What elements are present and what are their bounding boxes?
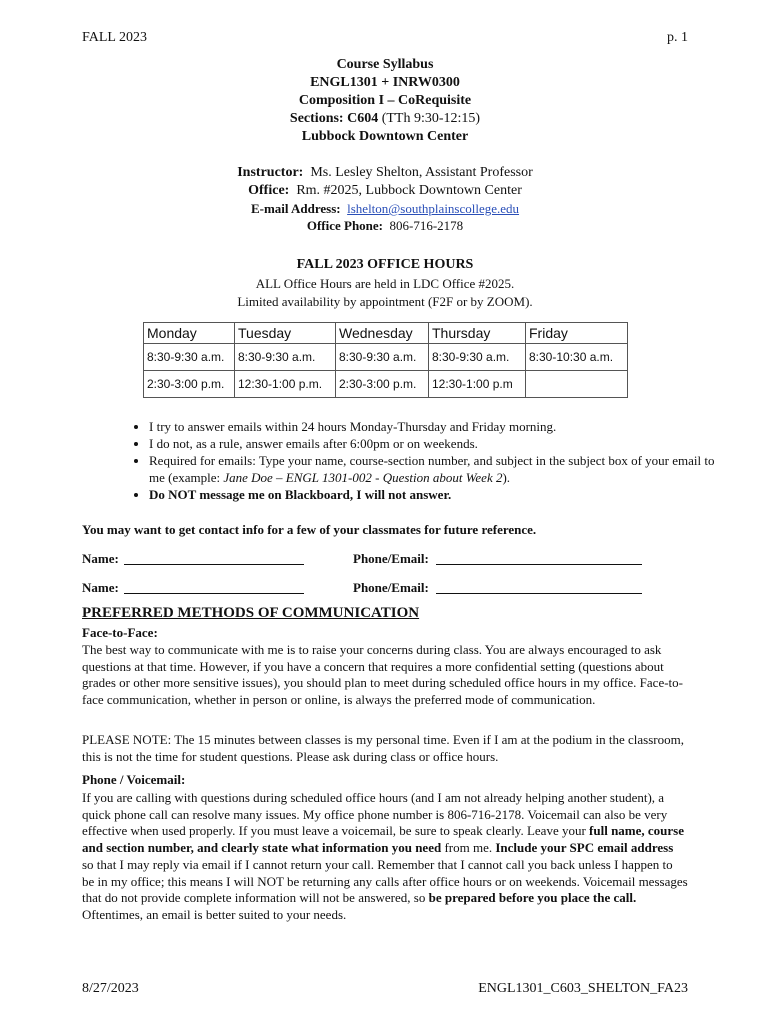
course-name: Composition I – CoRequisite: [298, 93, 472, 108]
please-note-paragraph: PLEASE NOTE: The 15 minutes between classes is my personal time. Even if I am at the podium in the classroom, this is not the time for student questions. Please ask during class or office hours.: [82, 732, 684, 764]
phone-text: Oftentimes, an email is better suited to your needs.: [82, 906, 347, 922]
hours-cell: 8:30-9:30 a.m.: [336, 344, 429, 371]
day-header: Wednesday: [336, 323, 429, 344]
name-label: Name:: [82, 551, 119, 566]
hours-cell: 12:30-1:00 p.m: [429, 371, 526, 398]
phone-email-label: Phone/Email:: [353, 551, 429, 566]
phone-emphasis: Include your SPC email address: [495, 840, 674, 856]
office-label: Office:: [248, 183, 290, 198]
day-header: Tuesday: [235, 323, 336, 344]
email-example: Jane Doe – ENGL 1301-002 - Question about Week 2: [223, 470, 503, 485]
list-item: • I do not, as a rule, answer emails after 6:00pm or on weekends.: [149, 435, 719, 452]
phone-text: from me.: [441, 840, 496, 856]
office-line: [0, 183, 770, 199]
contacts-intro: You may want to get contact info for a few of your classmates for future reference.: [82, 522, 537, 537]
email-link[interactable]: lshelton@southplainscollege.edu: [347, 201, 520, 216]
phone-email-blank[interactable]: [436, 581, 642, 594]
email-policy-list: [122, 418, 719, 503]
instructor-label: Instructor:: [237, 165, 304, 180]
email-label: E-mail Address:: [250, 201, 341, 216]
office-hours-line2: Limited availability by appointment (F2F or by ZOOM).: [237, 294, 533, 309]
course-syllabus-title: Course Syllabus: [336, 57, 434, 72]
office-hours-row: [144, 371, 628, 398]
phone-label: Office Phone:: [306, 218, 383, 233]
hours-cell: 12:30-1:00 p.m.: [235, 371, 336, 398]
hours-cell: 8:30-9:30 a.m.: [429, 344, 526, 371]
location: Lubbock Downtown Center: [301, 129, 469, 144]
header-term: FALL 2023: [82, 30, 147, 45]
instructor-line: [0, 165, 770, 181]
day-header: Friday: [526, 323, 628, 344]
day-header: Monday: [144, 323, 235, 344]
email-line: [0, 201, 770, 217]
page-number: p. 1: [667, 30, 688, 45]
phone-email-label: Phone/Email:: [353, 580, 429, 595]
sections-label: Sections: C604: [289, 111, 379, 126]
footer-date: 8/27/2023: [82, 981, 139, 996]
list-item: [149, 452, 719, 486]
course-code: ENGL1301 + INRW0300: [310, 75, 460, 90]
office-hours-line1: ALL Office Hours are held in LDC Office #2025.: [255, 276, 515, 291]
hours-cell: 8:30-9:30 a.m.: [235, 344, 336, 371]
phone-email-blank[interactable]: [436, 552, 642, 565]
instructor-value: Ms. Lesley Shelton, Assistant Professor: [310, 165, 533, 180]
phone-emphasis: be prepared before you place the call.: [428, 890, 637, 906]
office-hours-header-row: [144, 323, 628, 344]
phone-paragraph: [82, 790, 688, 924]
hours-cell: [526, 371, 628, 398]
office-hours-title: FALL 2023 OFFICE HOURS: [296, 257, 474, 272]
hours-cell: 8:30-9:30 a.m.: [144, 344, 235, 371]
communication-title: PREFERRED METHODS OF COMMUNICATION: [82, 605, 420, 621]
phone-emphasis: full name, course and section number, and clearly state what information you need: [82, 823, 685, 856]
email-rule-text: Required for emails: Type your name, course-section number, and subject in the subject box of your email to me (example:: [149, 453, 715, 485]
phone-heading: Phone / Voicemail:: [82, 772, 186, 787]
office-hours-table: [143, 322, 628, 398]
name-blank[interactable]: [124, 581, 304, 594]
hours-cell: 8:30-10:30 a.m.: [526, 344, 628, 371]
f2f-heading: Face-to-Face:: [82, 625, 158, 640]
phone-text: so that I may reply via email if I cannot return your call. Remember that I cannot call you back unless I happen to be in my office; this means I will NOT be returning any calls after office hours or on weekends. Voicemail messages that do not provide complete information will not be answered, so: [82, 856, 688, 906]
sections-line: [0, 111, 770, 127]
email-rule-end: ).: [502, 470, 511, 485]
hours-cell: 2:30-3:00 p.m.: [336, 371, 429, 398]
phone-value: 806-716-2178: [389, 218, 464, 233]
day-header: Thursday: [429, 323, 526, 344]
phone-line: [0, 218, 770, 234]
name-blank[interactable]: [124, 552, 304, 565]
office-value: Rm. #2025, Lubbock Downtown Center: [296, 183, 522, 198]
name-label: Name:: [82, 580, 119, 595]
f2f-paragraph: The best way to communicate with me is to raise your concerns during class. You are always encouraged to ask questions at that time. However, if you have a concern that requires a more confidential setting (questions about grades or other more sensitive issues), you should plan to meet during scheduled office hours in my office. Face-to-face communication, whether in person or online, is always the preferred mode of communication.: [82, 642, 683, 708]
list-item: • I try to answer emails within 24 hours Monday-Thursday and Friday morning.: [149, 418, 719, 435]
list-item: • Do NOT message me on Blackboard, I will not answer.: [149, 486, 719, 503]
phone-text: If you are calling with questions during scheduled office hours (and I am not already helping another student), a quick phone call can resolve many issues. My office phone number is 806-716-2178. Voicemail can also be very effective when used properly. If you must leave a voicemail, be sure to speak clearly. Leave your: [82, 790, 668, 839]
sections-time: (TTh 9:30-12:15): [381, 111, 481, 126]
footer-code: ENGL1301_C603_SHELTON_FA23: [478, 981, 688, 996]
hours-cell: 2:30-3:00 p.m.: [144, 371, 235, 398]
office-hours-row: [144, 344, 628, 371]
